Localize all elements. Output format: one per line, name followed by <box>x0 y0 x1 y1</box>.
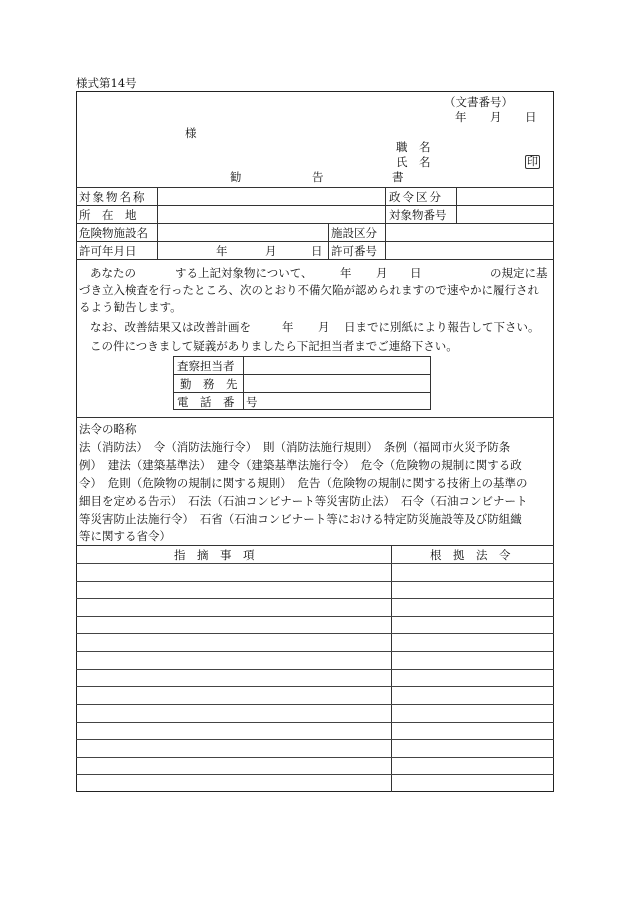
info-table-bottom-line <box>76 259 554 260</box>
abbrev-heading: 法令の略称 <box>79 422 137 436</box>
info-table-col-line <box>456 187 457 223</box>
findings-column-header: 指 摘 事 項 <box>174 548 255 562</box>
body-line1-b: する上記対象物について、 <box>175 266 313 280</box>
findings-table-row <box>76 581 554 582</box>
label-hazard-facility-name: 危険物施設名 <box>79 226 148 240</box>
body-line5: この件につきまして疑義がありましたら下記担当者までご連絡下さい。 <box>90 339 458 353</box>
basis-column-header: 根 拠 法 令 <box>430 548 511 562</box>
label-permit-number: 許可番号 <box>331 244 377 258</box>
abbrev-line: 等に関する省令） <box>79 529 171 543</box>
abbrev-line: 法（消防法） 令（消防法施行令） 則（消防法施行規則） 条例（福岡市火災予防条 <box>79 440 511 454</box>
body-line2: づき立入検査を行ったところ、次のとおり不備欠陥が認められますので速やかに履行され <box>79 283 539 297</box>
info-table-col-line <box>385 223 386 259</box>
findings-table-row <box>76 722 554 723</box>
permit-date-year: 年 <box>216 244 228 258</box>
doc-title-char-3: 書 <box>392 170 404 184</box>
info-table-col-line <box>157 187 158 259</box>
body-line4-year: 年 <box>282 320 294 334</box>
abbrev-line: 細目を定める告示） 石法（石油コンビナート等災害防止法） 石令（石油コンビナート <box>79 494 528 508</box>
body-line1-c: の規定に基 <box>490 266 548 280</box>
findings-table-row <box>76 598 554 599</box>
label-location: 所 在 地 <box>79 208 137 222</box>
doc-title-char-2: 告 <box>312 170 324 184</box>
info-table-line <box>76 205 554 206</box>
abbrev-section-top-line <box>76 417 554 418</box>
date-day-label: 日 <box>525 110 537 124</box>
label-facility-class: 施設区分 <box>331 226 377 240</box>
body-line4-b: 日までに別紙により報告して下さい。 <box>344 320 540 334</box>
abbrev-line: 例） 建法（建築基準法） 建令（建築基準法施行令） 危令（危険物の規制に関する政 <box>79 458 522 472</box>
info-table-col-line <box>385 187 386 223</box>
body-line1-day: 日 <box>410 266 422 280</box>
label-ordinance-class: 政令区分 <box>389 190 443 204</box>
seal-mark: 印 <box>527 155 538 168</box>
findings-table-row <box>76 704 554 705</box>
body-line1-a: あなたの <box>90 266 136 280</box>
issuer-title-label: 職 名 <box>396 140 431 154</box>
date-year-label: 年 <box>455 110 467 124</box>
findings-table-row <box>76 633 554 634</box>
contact-box-line <box>173 374 431 375</box>
findings-table-row <box>76 563 554 564</box>
recipient-suffix: 様 <box>185 126 197 140</box>
doc-title-char-1: 勧 <box>230 170 242 184</box>
label-object-name: 対象物名称 <box>79 190 147 204</box>
info-table-line <box>76 223 554 224</box>
permit-date-month: 月 <box>265 244 277 258</box>
document-number: （文書番号） <box>444 95 513 109</box>
info-table-top-line <box>76 187 554 188</box>
findings-table-row <box>76 774 554 775</box>
findings-table-row <box>76 669 554 670</box>
findings-table-row <box>76 739 554 740</box>
info-table-col-line <box>328 223 329 259</box>
body-line4-a: なお、改善結果又は改善計画を <box>90 320 251 334</box>
findings-table-row <box>76 686 554 687</box>
date-month-label: 月 <box>490 110 502 124</box>
label-permit-date: 許可年月日 <box>79 244 137 258</box>
abbrev-line: 等災害防止法施行令） 石省（石油コンビナート等における特定防災施設等及び防組織 <box>79 512 522 526</box>
label-phone: 電 話 番 号 <box>177 395 258 409</box>
body-line4-month: 月 <box>318 320 330 334</box>
issuer-name-label: 氏 名 <box>396 155 431 169</box>
label-inspector: 査察担当者 <box>177 359 235 373</box>
contact-box-line <box>173 392 431 393</box>
findings-table-row <box>76 616 554 617</box>
abbrev-line: 令） 危則（危険物の規制に関する規則） 危告（危険物の規制に関する技術上の基準の <box>79 476 528 490</box>
findings-table-top-line <box>76 545 554 546</box>
findings-table-row <box>76 757 554 758</box>
permit-date-day: 日 <box>311 244 323 258</box>
label-object-number: 対象物番号 <box>389 208 447 222</box>
form-number: 様式第14号 <box>76 76 137 90</box>
findings-table-row <box>76 651 554 652</box>
body-line1-month: 月 <box>376 266 388 280</box>
body-line1-year: 年 <box>340 266 352 280</box>
info-table-line <box>76 241 554 242</box>
body-line3: るよう勧告します。 <box>79 300 182 314</box>
label-workplace: 勤 務 先 <box>180 377 238 391</box>
